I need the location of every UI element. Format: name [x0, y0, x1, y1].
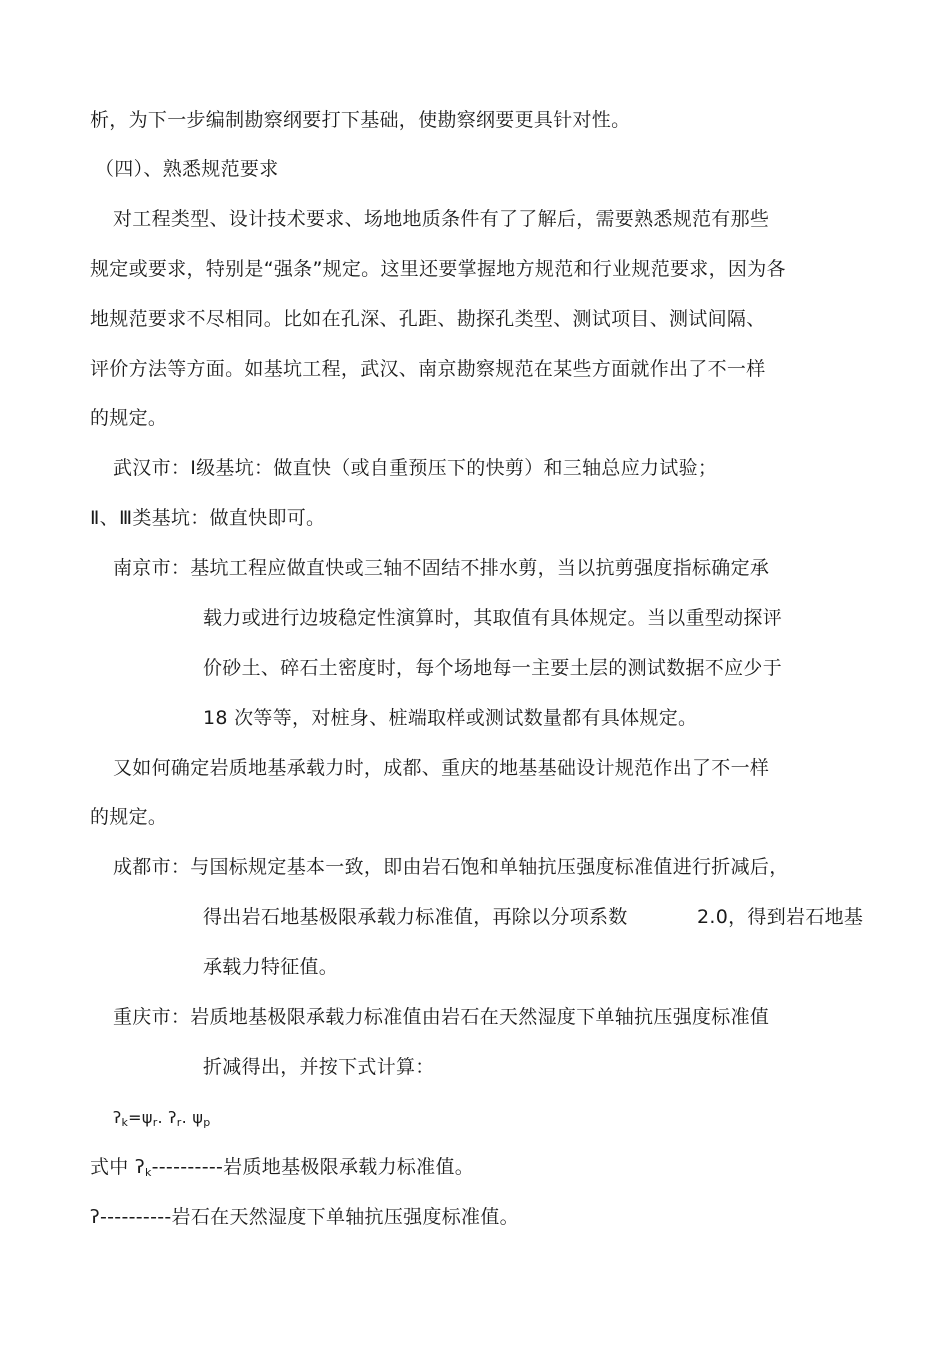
paragraph-line: 得出岩石地基极限承载力标准值，再除以分项系数 — [203, 906, 628, 928]
paragraph-line: 武汉市：Ⅰ级基坑：做直快（或自重预压下的快剪）和三轴总应力试验； — [113, 457, 718, 479]
paragraph-line: 价砂土、碎石土密度时，每个场地每一主要土层的测试数据不应少于 — [203, 657, 783, 679]
definition-symbol: 式中 ʔ — [90, 1156, 145, 1178]
paragraph-line: 评价方法等方面。如基坑工程，武汉、南京勘察规范在某些方面就作出了不一样 — [90, 358, 766, 380]
paragraph-line: Ⅱ、Ⅲ类基坑：做直快即可。 — [90, 507, 326, 529]
paragraph-line: 对工程类型、设计技术要求、场地地质条件有了了解后，需要熟悉规范有那些 — [113, 208, 770, 230]
formula-subscript: k — [121, 1116, 129, 1129]
definition-text: ----------岩质地基极限承载力标准值。 — [151, 1156, 475, 1178]
formula-symbol: =ψ — [128, 1108, 153, 1127]
paragraph-line: 折减得出，并按下式计算： — [203, 1056, 435, 1078]
formula-subscript: r — [176, 1116, 182, 1129]
formula-subscript: r — [152, 1116, 158, 1129]
formula-subscript: p — [203, 1116, 211, 1129]
definition-line — [90, 1155, 474, 1185]
section-heading: （四）、熟悉规范要求 — [95, 158, 279, 180]
paragraph-line: 又如何确定岩质地基承载力时，成都、重庆的地基基础设计规范作出了不一样 — [113, 757, 770, 779]
paragraph-line: 的规定。 — [90, 806, 168, 828]
paragraph-line: 18 次等等，对桩身、桩端取样或测试数量都有具体规定。 — [203, 707, 698, 729]
formula-symbol: ʔ — [113, 1108, 122, 1127]
formula — [113, 1106, 211, 1135]
paragraph-line: 载力或进行边坡稳定性演算时，其取值有具体规定。当以重型动探评 — [203, 607, 783, 629]
definition-subscript: k — [144, 1166, 152, 1179]
paragraph-line: 承载力特征值。 — [203, 956, 339, 978]
formula-symbol: . ψ — [181, 1108, 204, 1127]
paragraph-line: 2.0，得到岩石地基 — [697, 906, 864, 928]
paragraph-line: 成都市：与国标规定基本一致，即由岩石饱和单轴抗压强度标准值进行折减后， — [113, 856, 789, 878]
definition-line — [90, 1205, 519, 1229]
paragraph-line: 析，为下一步编制勘察纲要打下基础，使勘察纲要更具针对性。 — [90, 109, 631, 131]
paragraph-line: 地规范要求不尽相同。比如在孔深、孔距、勘探孔类型、测试项目、测试间隔、 — [90, 308, 766, 330]
definition-symbol: ʔ — [90, 1206, 100, 1228]
paragraph-line: 重庆市：岩质地基极限承载力标准值由岩石在天然湿度下单轴抗压强度标准值 — [113, 1006, 770, 1028]
paragraph-line: 的规定。 — [90, 407, 168, 429]
definition-text: ----------岩石在天然湿度下单轴抗压强度标准值。 — [100, 1206, 519, 1228]
formula-symbol: . ʔ — [157, 1108, 177, 1127]
paragraph-line: 南京市：基坑工程应做直快或三轴不固结不排水剪，当以抗剪强度指标确定承 — [113, 557, 770, 579]
paragraph-line: 规定或要求，特别是“强条”规定。这里还要掌握地方规范和行业规范要求，因为各 — [90, 258, 786, 280]
